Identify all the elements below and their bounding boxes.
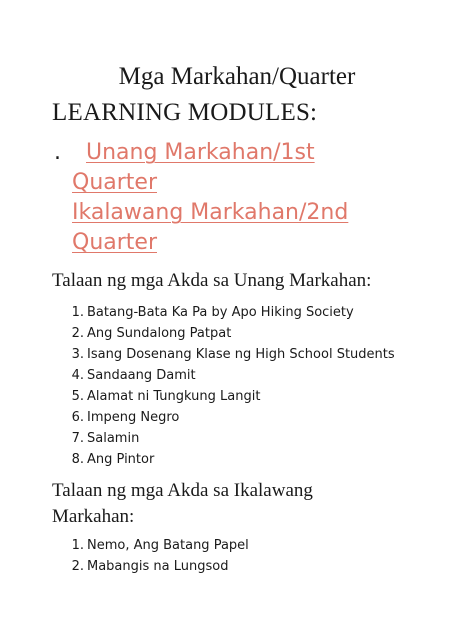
list-item-text: Ang Sundalong Patpat xyxy=(87,326,232,341)
list-item-text: Alamat ni Tungkung Langit xyxy=(87,389,261,404)
list-item xyxy=(52,302,395,323)
page-title: Mga Markahan/Quarter xyxy=(118,63,356,90)
list-item-number: 4. xyxy=(71,368,84,383)
list-item xyxy=(52,407,395,428)
second-quarter-heading-line1: Talaan ng mga Akda sa Ikalawang xyxy=(52,480,313,501)
first-quarter-list-heading: Talaan ng mga Akda sa Unang Markahan: xyxy=(52,270,372,291)
first-quarter-list xyxy=(52,302,395,470)
list-item xyxy=(52,386,395,407)
list-item-number: 7. xyxy=(71,431,84,446)
list-item xyxy=(52,365,395,386)
second-quarter-heading-line2: Markahan: xyxy=(52,506,135,527)
list-item-number: 1. xyxy=(71,305,84,320)
list-item-number: 3. xyxy=(71,347,84,362)
list-item-text: Batang-Bata Ka Pa by Apo Hiking Society xyxy=(87,305,354,320)
list-item xyxy=(52,323,395,344)
list-item xyxy=(52,428,395,449)
second-quarter-link-line1[interactable]: Ikalawang Markahan/2nd xyxy=(72,200,349,225)
first-quarter-link-line1[interactable]: Unang Markahan/1st xyxy=(86,140,315,165)
list-item-number: 6. xyxy=(71,410,84,425)
list-item-number: 1. xyxy=(71,538,84,553)
list-item xyxy=(52,344,395,365)
second-quarter-list-heading xyxy=(52,478,432,530)
list-item-text: Sandaang Damit xyxy=(87,368,196,383)
list-item xyxy=(52,556,249,577)
list-item-text: Impeng Negro xyxy=(87,410,180,425)
list-item-text: Mabangis na Lungsod xyxy=(87,559,229,574)
module-links xyxy=(50,138,460,258)
bullet-point: . xyxy=(54,140,61,165)
list-item-number: 5. xyxy=(71,389,84,404)
list-item-number: 2. xyxy=(71,559,84,574)
second-quarter-list xyxy=(52,535,249,577)
list-item-text: Ang Pintor xyxy=(87,452,155,467)
learning-modules-heading: LEARNING MODULES: xyxy=(52,99,318,126)
list-item-text: Nemo, Ang Batang Papel xyxy=(87,538,249,553)
list-item xyxy=(52,535,249,556)
second-quarter-link-line2[interactable]: Quarter xyxy=(72,230,157,255)
list-item-text: Salamin xyxy=(87,431,140,446)
list-item-number: 8. xyxy=(71,452,84,467)
list-item xyxy=(52,449,395,470)
first-quarter-link-line2[interactable]: Quarter xyxy=(72,170,157,195)
list-item-text: Isang Dosenang Klase ng High School Students xyxy=(87,347,395,362)
list-item-number: 2. xyxy=(71,326,84,341)
